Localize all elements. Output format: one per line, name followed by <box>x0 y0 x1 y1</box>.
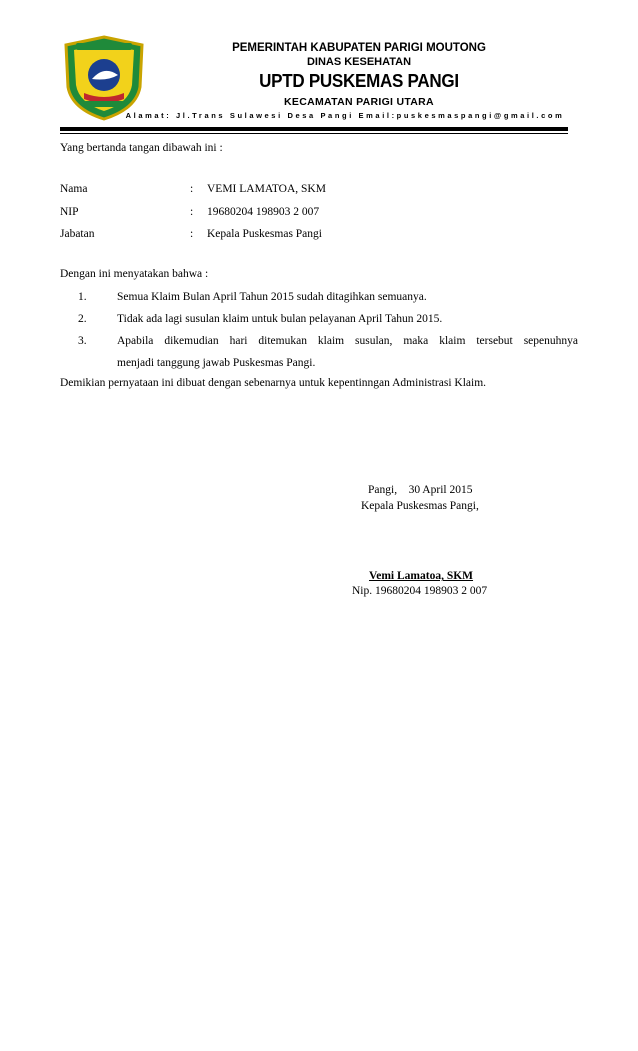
header-institution-title: UPTD PUSKEMAS PANGI <box>259 70 459 91</box>
signature-place-date: Pangi, 30 April 2015 <box>368 484 473 496</box>
statement-text: Dengan ini menyatakan bahwa : <box>60 268 209 280</box>
intro-text: Yang bertanda tangan dibawah ini : <box>60 142 223 154</box>
header-divider-thick <box>60 127 568 131</box>
list-item-text-continued: menjadi tanggung jawab Puskesmas Pangi. <box>117 357 316 369</box>
header-department-line: DINAS KESEHATAN <box>306 56 412 68</box>
field-colon: : <box>190 228 194 240</box>
list-item-number: 3. <box>78 335 87 347</box>
list-item-number: 2. <box>78 313 87 325</box>
signatory-name: Vemi Lamatoa, SKM <box>369 570 474 582</box>
closing-text: Demikian pernyataan ini dibuat dengan sebenarnya untuk kepentinngan Administrasi Klaim. <box>60 377 487 389</box>
field-value-jabatan: Kepala Puskesmas Pangi <box>207 228 322 240</box>
field-value-nip: 19680204 198903 2 007 <box>207 206 320 218</box>
field-colon: : <box>190 183 194 195</box>
list-item-number: 1. <box>78 291 87 303</box>
field-label-nama: Nama <box>60 183 88 195</box>
list-item-text: Tidak ada lagi susulan klaim untuk bulan pelayanan April Tahun 2015. <box>117 313 443 325</box>
list-item-text: Semua Klaim Bulan April Tahun 2015 sudah ditagihkan semuanya. <box>117 291 427 303</box>
list-item-text: Apabila dikemudian hari ditemukan klaim susulan, maka klaim tersebut sepenuhnya <box>117 335 578 347</box>
header-address-line: Alamat: Jl.Trans Sulawesi Desa Pangi Email:puskesmaspangi@gmail.com <box>125 111 565 120</box>
header-government-line: PEMERINTAH KABUPATEN PARIGI MOUTONG <box>232 42 486 54</box>
header-divider-thin <box>60 133 568 134</box>
signature-position: Kepala Puskesmas Pangi, <box>361 500 479 512</box>
header-district-line: KECAMATAN PARIGI UTARA <box>284 96 434 108</box>
signatory-nip: Nip. 19680204 198903 2 007 <box>352 585 488 597</box>
field-label-nip: NIP <box>60 206 79 218</box>
field-colon: : <box>190 206 194 218</box>
field-value-nama: VEMI LAMATOA, SKM <box>207 183 326 195</box>
field-label-jabatan: Jabatan <box>60 228 95 240</box>
